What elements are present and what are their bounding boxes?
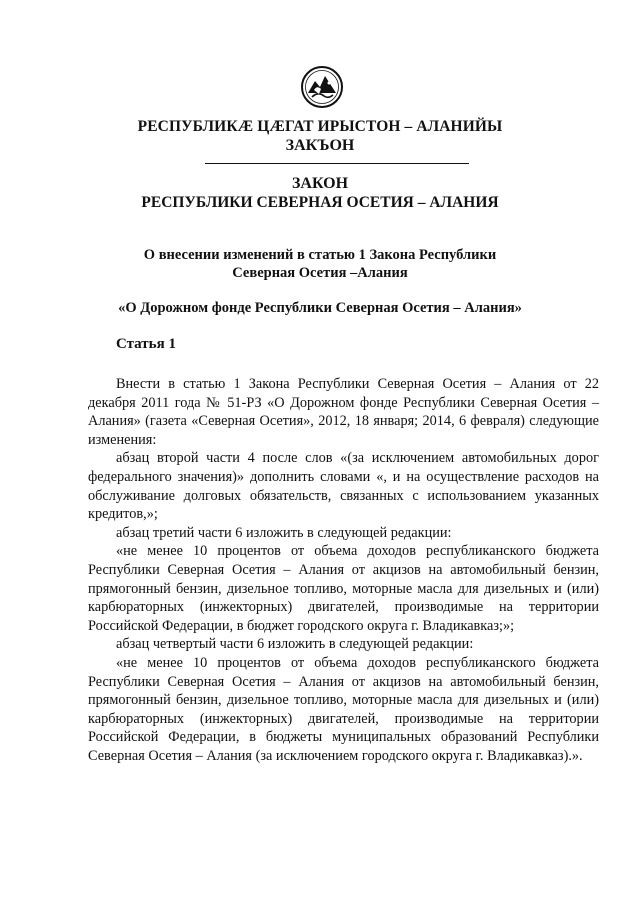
republic-name-ossetian: РЕСПУБЛИКÆ ЦÆГАТ ИРЫСТОН – АЛАНИЙЫ: [137, 118, 503, 135]
law-title-line-3: «О Дорожном фонде Республики Северная Осетия – Алания»: [118, 300, 522, 316]
law-word-russian: ЗАКОН: [291, 175, 349, 192]
article-paragraph: абзац третий части 6 изложить в следующей редакции:: [116, 524, 452, 541]
article-body: [88, 375, 599, 765]
article-paragraph: «не менее 10 процентов от объема доходов республиканского бюджета Республики Северная Осетия – Алания от акцизов на автомобильный бензин, прямогонный бензин, дизельное топливо, моторные масла для дизельных и (или) карбюраторных (инжекторных) двигателей, производимые на территории Российской Федерации, в бюджет городского округа г. Владикавказ;»;: [88, 543, 599, 634]
law-title-line-2: Северная Осетия –Алания: [232, 265, 408, 281]
header-divider: [205, 163, 469, 164]
law-word-ossetian: ЗАКЪОН: [285, 137, 355, 154]
article-paragraph: «не менее 10 процентов от объема доходов республиканского бюджета Республики Северная Осетия – Алания от акцизов на автомобильный бензин, прямогонный бензин, дизельное топливо, моторные масла для дизельных и (или) карбюраторных (инжекторных) двигателей, производимые на территории Российской Федерации, в бюджеты муниципальных образований Республики Северная Осетия – Алания (за исключением городского округа г. Владикавказ).».: [88, 654, 599, 764]
article-paragraph: Внести в статью 1 Закона Республики Северная Осетия – Алания от 22 декабря 2011 года № 51-РЗ «О Дорожном фонде Республики Северная Осетия – Алания» (газета «Северная Осетия», 2012, 18 января; 2014, 6 февраля) следующие изменения:: [88, 376, 599, 448]
article-paragraph: абзац четвертый части 6 изложить в следующей редакции:: [116, 636, 474, 653]
coat-of-arms-emblem-icon: [300, 63, 344, 113]
article-heading: Статья 1: [116, 336, 176, 352]
law-title-line-1: О внесении изменений в статью 1 Закона Республики: [143, 247, 497, 263]
article-paragraph: абзац второй части 4 после слов «(за исключением автомобильных дорог федерального значения)» дополнить словами «, и на осуществление расходов на обслуживание долговых обязательств, связанных с использованием указанных кредитов,»;: [88, 450, 599, 523]
republic-name-russian: РЕСПУБЛИКИ СЕВЕРНАЯ ОСЕТИЯ – АЛАНИЯ: [141, 194, 499, 211]
